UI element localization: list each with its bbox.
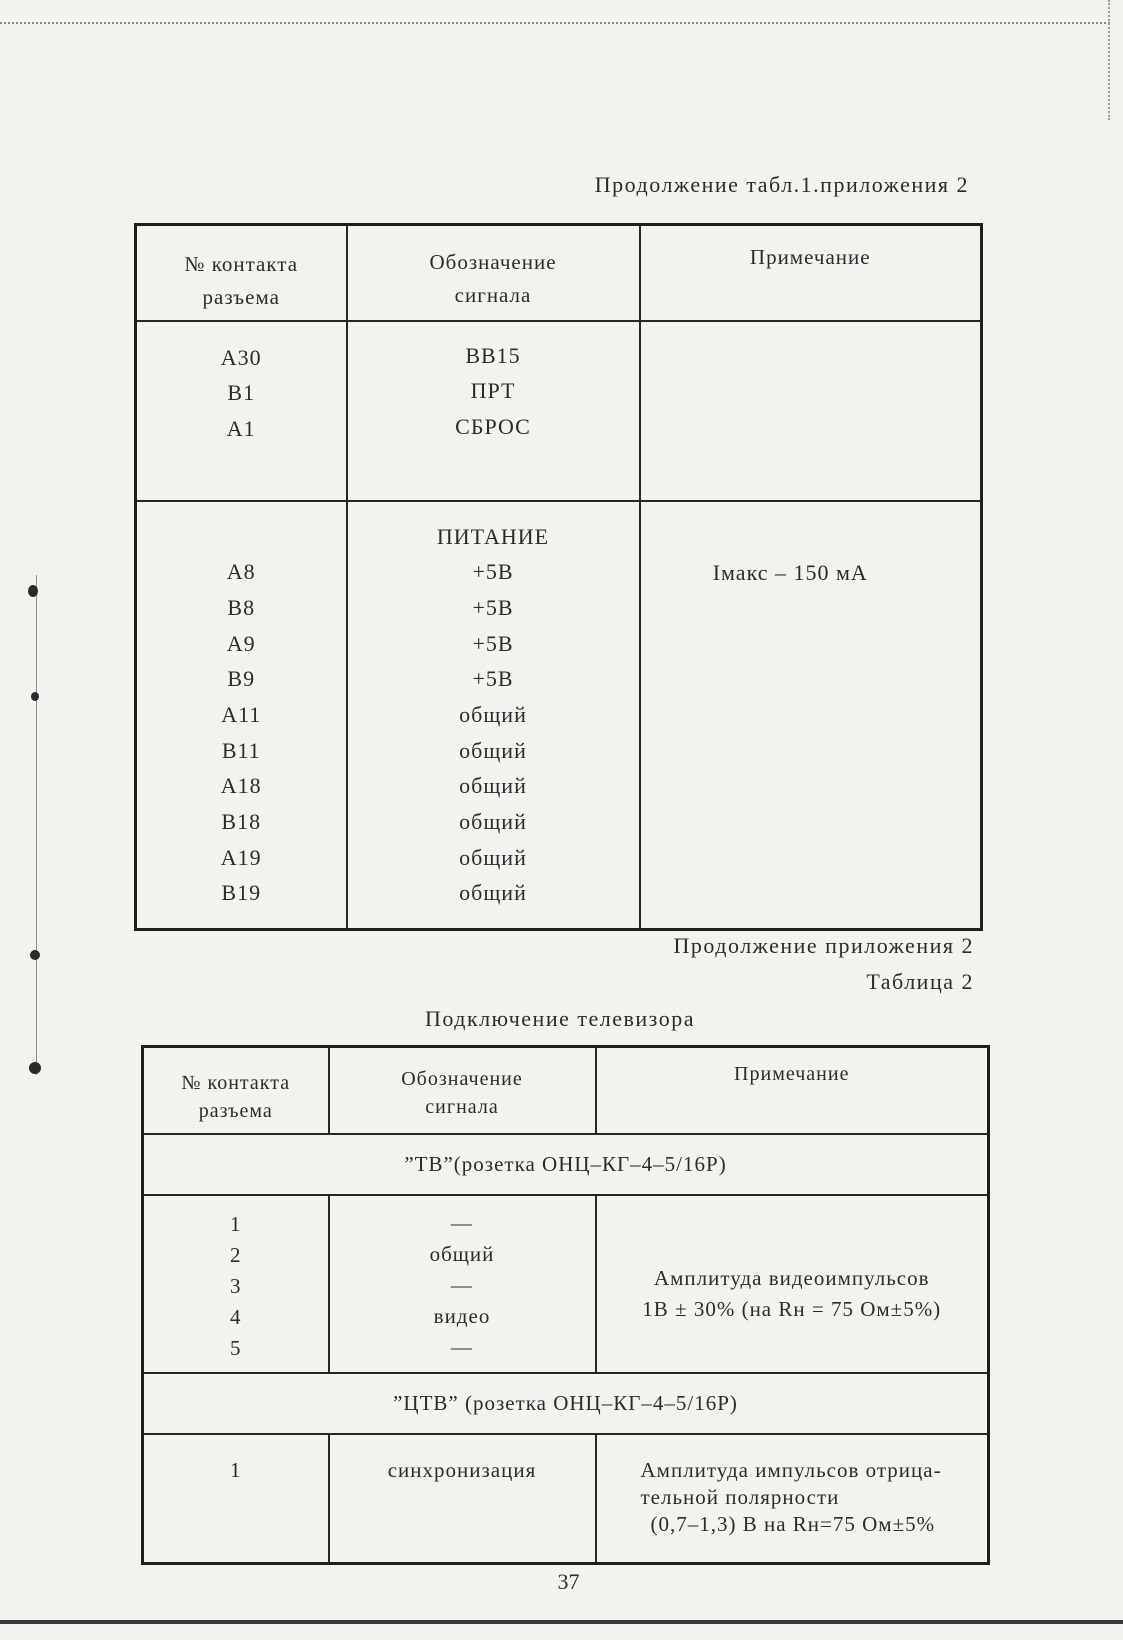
table-1-row-power (136, 501, 982, 930)
contact-spacer (137, 519, 346, 555)
contact-number: А9 (226, 630, 256, 656)
signal-name: +5В (472, 666, 514, 692)
contacts-cell (143, 1434, 329, 1564)
header-note-cell (596, 1047, 989, 1134)
contact-number: 1 (230, 1211, 242, 1236)
contact-number: В1 (227, 380, 256, 406)
contact-number: В9 (227, 666, 256, 692)
scan-left-margin-line (36, 575, 37, 1075)
section-title-tv: ”ТВ”(розетка ОНЦ–КГ–4–5/16Р) (143, 1134, 989, 1195)
signal-name: ВВ15 (465, 342, 521, 368)
signal-name: — (451, 1210, 473, 1235)
header-contact-line: № контакта (181, 1072, 291, 1094)
note-line: 1В ± 30% (на Rн = 75 Ом±5%) (642, 1296, 942, 1321)
signal-group-title: ПИТАНИЕ (436, 523, 550, 549)
note-line: Амплитуда импульсов отрица- (640, 1457, 942, 1482)
contact-number: 2 (230, 1242, 242, 1267)
header-signal-line: сигнала (454, 283, 532, 307)
table-1-row-control (136, 321, 982, 501)
note-line: (0,7–1,3) В на Rн=75 Ом±5% (650, 1511, 936, 1536)
note-cell-empty (640, 321, 982, 501)
table-1-header-row (136, 225, 982, 321)
punch-hole-mark (28, 585, 38, 597)
contact-number: В11 (221, 737, 261, 763)
signals-cell (347, 321, 640, 501)
header-signal-cell (329, 1047, 596, 1134)
contact-number: А18 (220, 773, 262, 799)
page-header: Продолжение табл.1.приложения 2 (594, 172, 969, 197)
note-line: тельной полярности (640, 1484, 840, 1509)
header-signal-line: Обозначение (401, 1068, 523, 1090)
signal-name: — (451, 1334, 473, 1359)
contact-number: 1 (230, 1457, 242, 1482)
contact-number: А30 (220, 344, 262, 370)
signals-cell (329, 1195, 596, 1373)
header-contact-line: разъема (198, 1100, 273, 1122)
signal-name: СБРОС (455, 413, 531, 439)
table-2-title: Подключение телевизора (425, 1006, 695, 1031)
header-note-label: Примечание (749, 245, 871, 269)
contact-number: 3 (230, 1273, 242, 1298)
signal-name: +5В (472, 630, 514, 656)
signals-cell (329, 1434, 596, 1564)
header-contact-cell (136, 225, 347, 321)
header-note-cell (640, 225, 982, 321)
contact-number: 4 (230, 1304, 242, 1329)
header-contact-cell (143, 1047, 329, 1134)
table-2-label: Таблица 2 (866, 969, 974, 994)
signal-name: общий (459, 809, 527, 834)
current-limit-note: Iмакс – 150 мА (712, 559, 868, 585)
table-1 (134, 223, 983, 931)
note-cell (596, 1195, 989, 1373)
continuation-label: Продолжение приложения 2 (673, 933, 974, 958)
scan-bottom-edge (0, 1620, 1123, 1624)
contact-number: А11 (221, 701, 262, 727)
section-row-tv (143, 1195, 989, 1373)
section-row-ctv (143, 1434, 989, 1564)
signal-name: синхронизация (387, 1457, 537, 1482)
section-title-row-ctv (143, 1373, 989, 1434)
header-signal-cell (347, 225, 640, 321)
header-signal-line: сигнала (425, 1096, 499, 1118)
signal-name: общий (459, 701, 527, 727)
section-title-ctv: ”ЦТВ” (розетка ОНЦ–КГ–4–5/16Р) (143, 1373, 989, 1434)
signal-name: видео (433, 1303, 491, 1328)
signal-name: общий (429, 1241, 495, 1266)
contacts-cell (136, 501, 347, 930)
contact-number: В19 (221, 880, 262, 906)
signal-name: ПРТ (470, 378, 516, 404)
signal-name: — (451, 1272, 473, 1297)
punch-hole-mark (29, 1062, 41, 1074)
signal-name: общий (459, 737, 527, 763)
header-contact-line: № контакта (184, 252, 299, 276)
signal-name: общий (459, 773, 527, 799)
header-signal-line: Обозначение (429, 250, 557, 274)
note-cell (640, 501, 982, 930)
section-title-row-tv (143, 1134, 989, 1195)
signal-name: общий (459, 880, 527, 906)
contact-number: В8 (227, 594, 256, 620)
header-note-label: Примечание (734, 1063, 850, 1085)
table-2-header-row (143, 1047, 989, 1134)
scan-right-edge (1108, 0, 1110, 120)
contact-number: А19 (220, 844, 262, 870)
contact-number: В18 (221, 809, 262, 834)
note-cell (596, 1434, 989, 1564)
contact-number: А1 (226, 415, 256, 441)
signals-cell (347, 501, 640, 930)
signal-name: +5В (472, 559, 514, 585)
header-contact-line: разъема (202, 285, 280, 309)
contact-number: А8 (226, 559, 256, 585)
signal-name: общий (459, 844, 527, 870)
contact-number: 5 (230, 1335, 242, 1360)
signal-name: +5В (472, 594, 514, 620)
contacts-cell (136, 321, 347, 501)
scan-top-edge (0, 22, 1110, 24)
punch-hole-mark (31, 692, 39, 701)
note-line: Амплитуда видеоимпульсов (653, 1265, 930, 1290)
contacts-cell (143, 1195, 329, 1373)
punch-hole-mark (30, 950, 40, 960)
page-number: 37 (557, 1569, 580, 1594)
table-2 (141, 1045, 990, 1565)
